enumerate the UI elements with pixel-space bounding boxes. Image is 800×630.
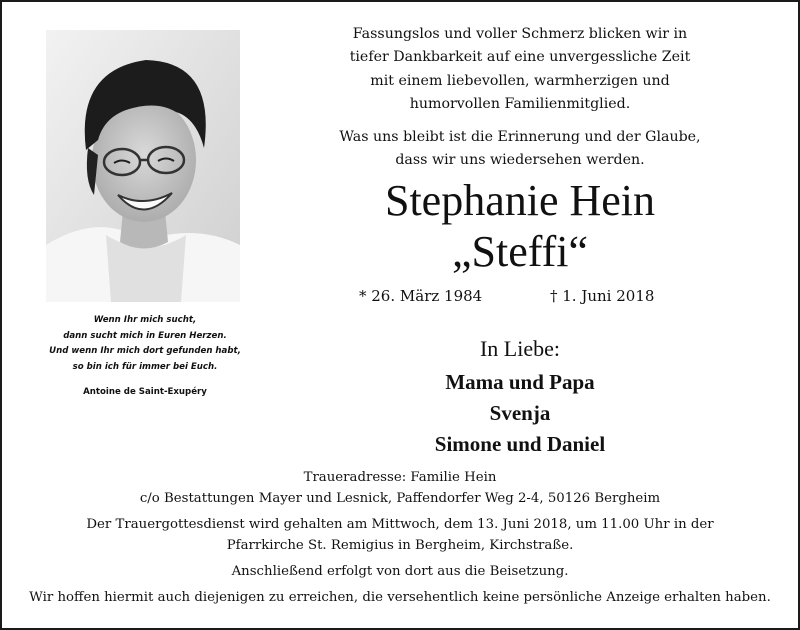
intro-line: tiefer Dankbarkeit auf eine unvergessliche Zeit bbox=[349, 49, 691, 66]
portrait-photo bbox=[46, 30, 240, 302]
birth-date: * 26. März 1984 bbox=[359, 287, 483, 305]
burial-line: Anschließend erfolgt von dort aus die Beisetzung. bbox=[231, 564, 569, 579]
service-line: Pfarrkirche St. Remigius in Bergheim, Kirchstraße. bbox=[226, 538, 574, 553]
closing-line: Wir hoffen hiermit auch diejenigen zu erreichen, die versehentlich keine persönliche Anzeige erhalten haben. bbox=[29, 590, 771, 605]
faith-line: Was uns bleibt ist die Erinnerung und der Glaube, bbox=[339, 129, 701, 146]
mourner-name: Mama und Papa bbox=[445, 370, 595, 394]
quote-author: Antoine de Saint-Exupéry bbox=[83, 387, 207, 398]
mourner-name: Svenja bbox=[489, 401, 551, 425]
intro-text bbox=[310, 23, 730, 173]
quote-line: Wenn Ihr mich sucht, bbox=[93, 315, 197, 325]
quote-line: Und wenn Ihr mich dort gefunden habt, bbox=[49, 346, 241, 357]
mourners-list bbox=[360, 367, 680, 460]
mourner-name: Simone und Daniel bbox=[434, 432, 606, 456]
quote-line: so bin ich für immer bei Euch. bbox=[72, 361, 218, 372]
intro-line: Fassungslos und voller Schmerz blicken wir in bbox=[352, 26, 688, 42]
quote-line: dann sucht mich in Euren Herzen. bbox=[63, 330, 227, 341]
death-date: † 1. Juni 2018 bbox=[550, 287, 655, 305]
quote-block bbox=[28, 313, 262, 401]
service-line: Der Trauergottesdienst wird gehalten am Mittwoch, dem 13. Juni 2018, um 11.00 Uhr in der bbox=[86, 517, 714, 532]
faith-line: dass wir uns wiedersehen werden. bbox=[395, 152, 645, 169]
address-line: Traueradresse: Familie Hein bbox=[303, 470, 497, 485]
funeral-notice bbox=[6, 467, 794, 608]
mourners-heading: In Liebe: bbox=[479, 336, 561, 361]
deceased-nickname: „Steffi“ bbox=[451, 227, 589, 276]
intro-line: mit einem liebevollen, warmherzigen und bbox=[370, 72, 670, 89]
address-line: c/o Bestattungen Mayer und Lesnick, Paffendorfer Weg 2-4, 50126 Bergheim bbox=[139, 491, 661, 506]
intro-line: humorvollen Familienmitglied. bbox=[409, 95, 631, 112]
deceased-name: Stephanie Hein bbox=[384, 176, 656, 225]
